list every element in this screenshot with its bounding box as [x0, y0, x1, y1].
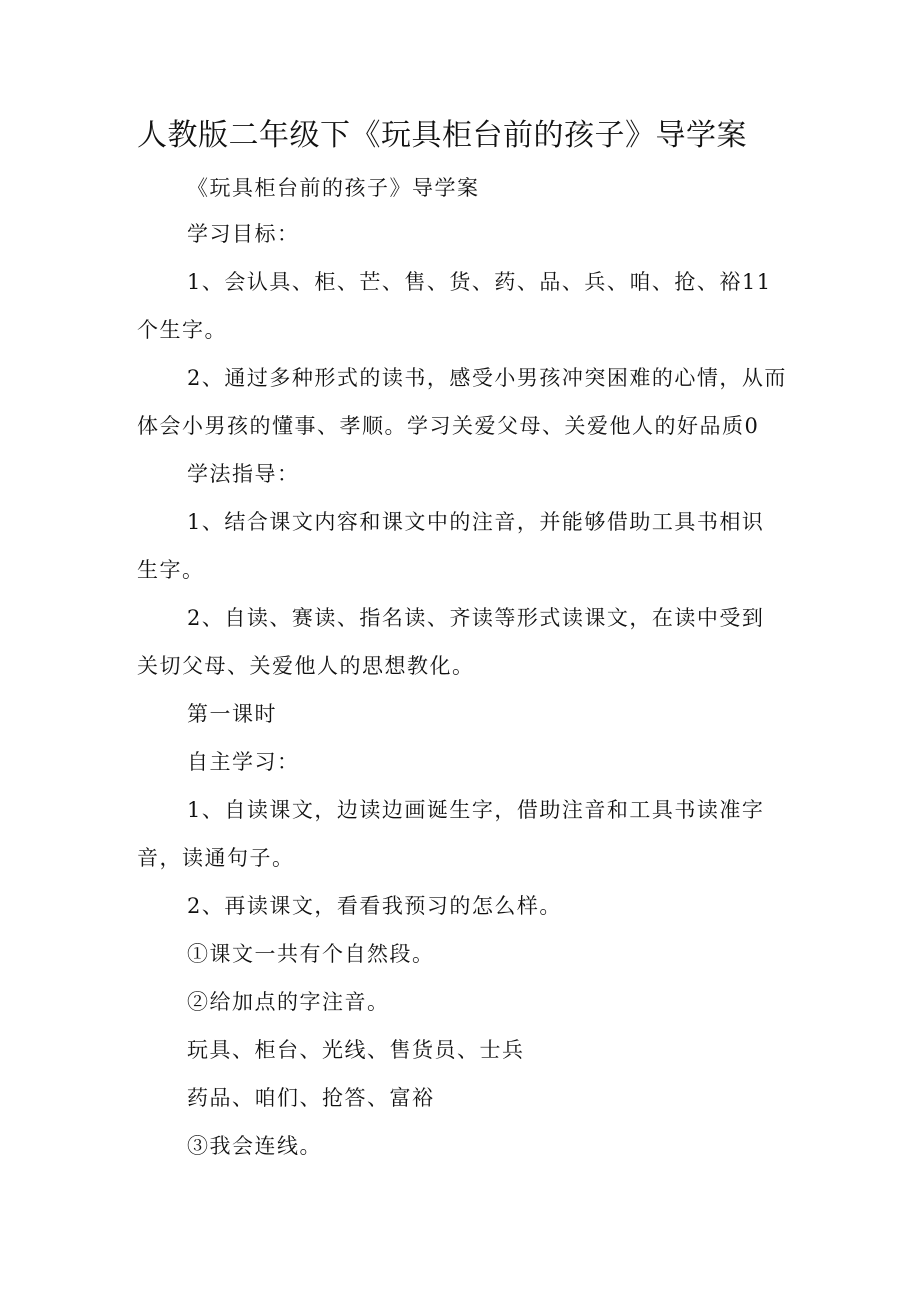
method-1-line-1: 1、结合课文内容和课文中的注音，并能够借助工具书相识: [187, 510, 765, 534]
task-1: ①课文一共有个自然段。: [187, 942, 435, 966]
self-study-1-line-1: 1、自读课文，边读边画诞生字，借助注音和工具书读准字: [187, 798, 765, 822]
objective-1-line-1: 1、会认具、柜、芒、售、货、药、品、兵、咱、抢、裕11: [187, 270, 772, 294]
objective-1-line-2: 个生字。: [137, 318, 227, 342]
method-1-line-2: 生字。: [137, 558, 205, 582]
self-study-1-line-2: 音，读通句子。: [137, 846, 295, 870]
word-list-2: 药品、咱们、抢答、富裕: [187, 1086, 435, 1110]
task-2: ②给加点的字注音。: [187, 990, 390, 1014]
method-2-line-2: 关切父母、关爱他人的思想教化。: [137, 654, 475, 678]
document-title: 人教版二年级下《玩具柜台前的孩子》导学案: [137, 118, 747, 153]
document-subtitle: 《玩具柜台前的孩子》导学案: [187, 176, 480, 200]
self-study-heading: 自主学习：: [187, 750, 300, 774]
method-2-line-1: 2、自读、赛读、指名读、齐读等形式读课文，在读中受到: [187, 606, 765, 630]
lesson-heading: 第一课时: [187, 702, 277, 726]
objective-2-line-1: 2、通过多种形式的读书，感受小男孩冲突困难的心情，从而: [187, 366, 787, 390]
objectives-heading: 学习目标：: [187, 222, 300, 246]
method-heading: 学法指导：: [187, 462, 300, 486]
word-list-1: 玩具、柜台、光线、售货员、士兵: [187, 1038, 525, 1062]
self-study-2: 2、再读课文，看看我预习的怎么样。: [187, 894, 562, 918]
objective-2-line-2: 体会小男孩的懂事、孝顺。学习关爱父母、关爱他人的好品质0: [137, 414, 760, 438]
task-3: ③我会连线。: [187, 1134, 322, 1158]
